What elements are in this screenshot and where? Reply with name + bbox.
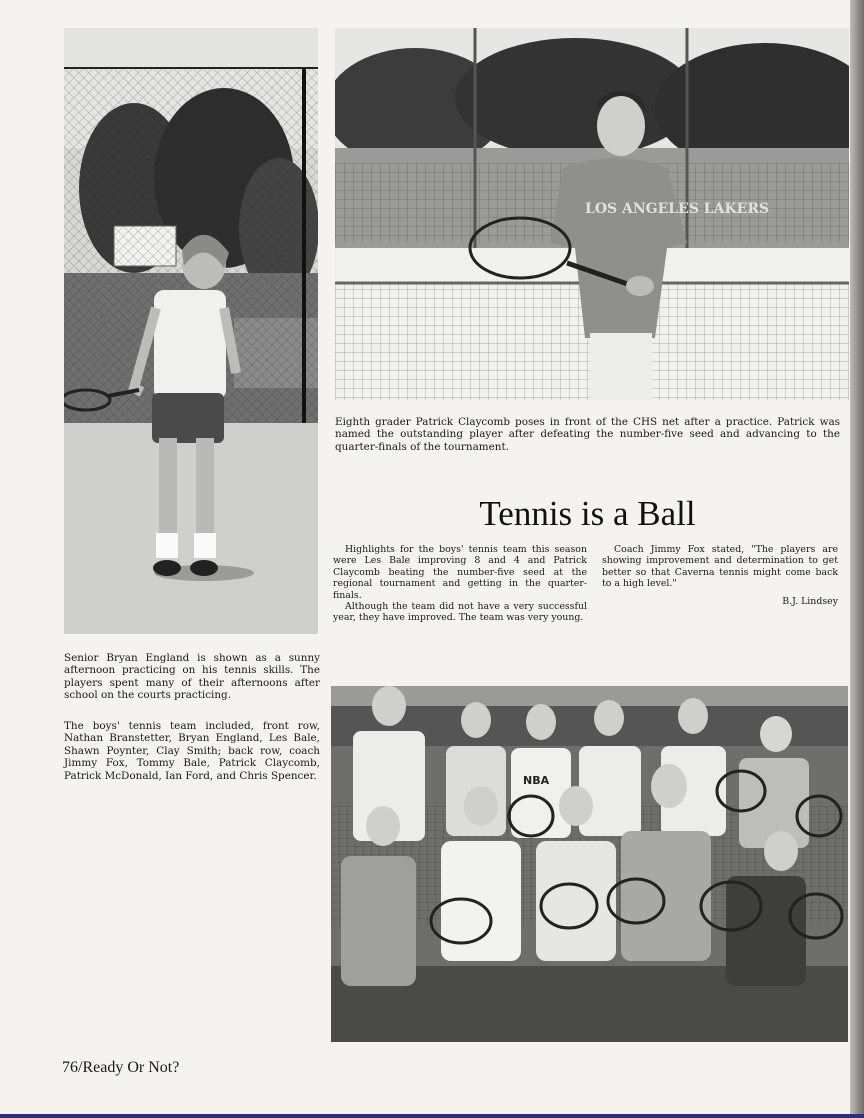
caption-team: The boys' tennis team included, front row, Nathan Branstetter, Bryan England, Les Bale, Shawn Poynter, Clay Smith; back row, coach Jimmy Fox, Tommy Bale, Patrick Claycomb, Patrick McDonald, Ian Ford, and Chris Spencer. <box>64 720 320 782</box>
story-column-2 <box>602 544 838 607</box>
caption-bryan: Senior Bryan England is shown as a sunny afternoon practicing on his tennis skills. The players spent many of their afternoons after school on the courts practicing. <box>64 652 320 702</box>
story-paragraph: Highlights for the boys' tennis team this season were Les Bale improving 8 and 4 and Patrick Claycomb beating the number-five seed at the regional tournament and getting in the quarter-finals. <box>333 544 587 601</box>
page-folio: 76/Ready Or Not? <box>62 1059 180 1076</box>
photo-team <box>331 686 848 1042</box>
page-edge <box>850 0 864 1118</box>
photo-bryan-england <box>64 28 318 634</box>
caption-patrick: Eighth grader Patrick Claycomb poses in front of the CHS net after a practice. Patrick was named the outstanding player after defeating the number-five seed and advancing to the quarter-finals of the tournament. <box>335 416 840 453</box>
byline: B.J. Lindsey <box>782 595 838 607</box>
story-paragraph: Coach Jimmy Fox stated, "The players are showing improvement and determination to get better so that Caverna tennis might come back to a high level." <box>602 544 838 590</box>
page-bottom-edge <box>0 1114 864 1118</box>
story-column-1 <box>333 544 587 624</box>
shirt-lettering: NBA <box>523 774 550 787</box>
photo-team-image <box>331 686 848 1042</box>
photo-patrick-claycomb-image <box>335 28 849 400</box>
page-headline: Tennis is a Ball <box>479 494 696 533</box>
photo-bryan-england-image <box>64 28 318 634</box>
photo-patrick-claycomb <box>335 28 849 400</box>
shirt-lettering: LOS ANGELES LAKERS <box>585 201 770 217</box>
story-paragraph: Although the team did not have a very successful year, they have improved. The team was very young. <box>333 601 587 624</box>
